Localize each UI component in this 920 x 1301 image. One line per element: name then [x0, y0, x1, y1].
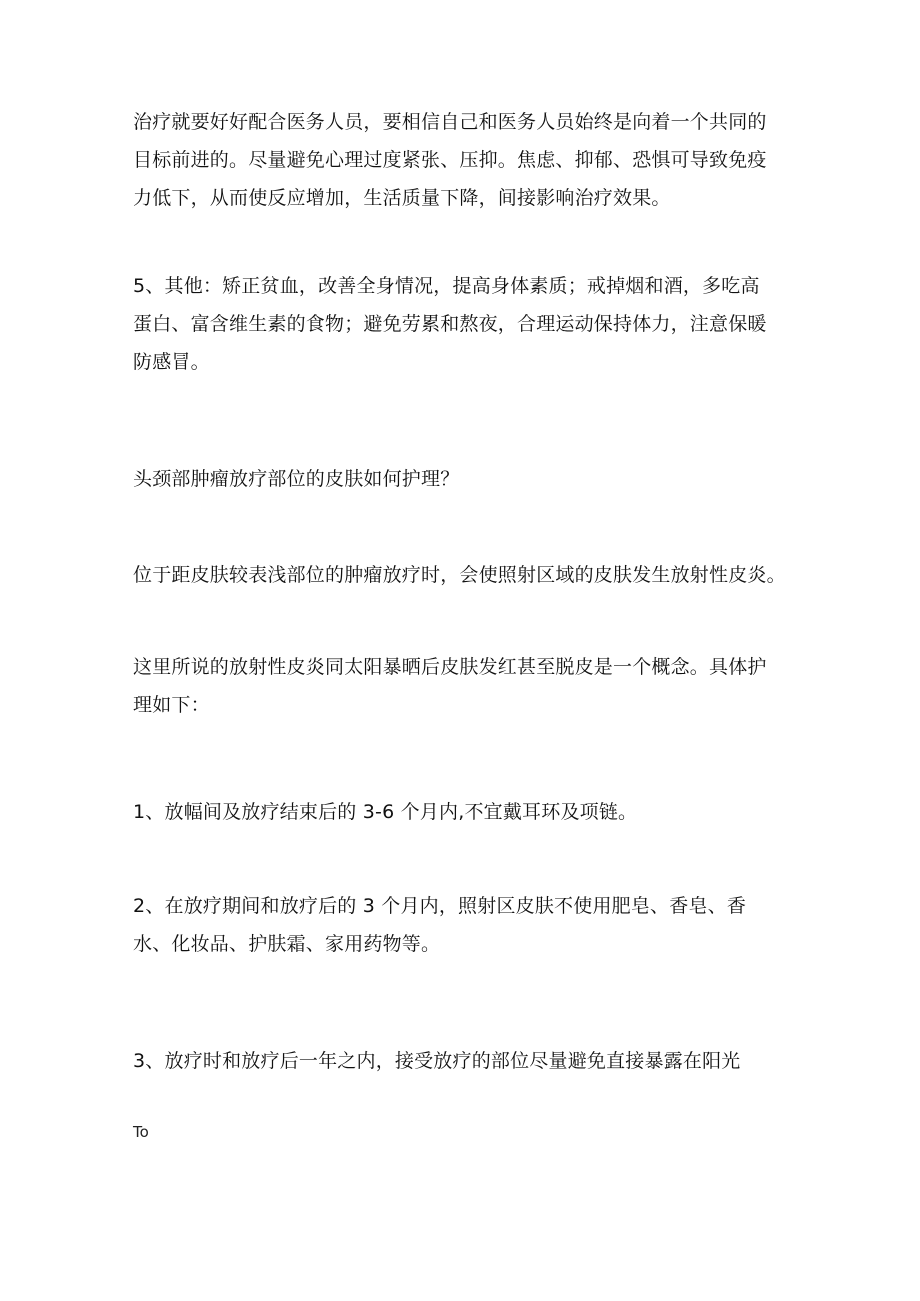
footer-mark: To: [133, 1123, 149, 1141]
text-line: 位于距皮肤较表浅部位的肿瘤放疗时，会使照射区域的皮肤发生放射性皮炎。: [133, 564, 786, 586]
text-line: 水、化妆品、护肤霜、家用药物等。: [133, 933, 441, 955]
list-item-2: [133, 887, 813, 963]
text-line: 治疗就要好好配合医务人员，要相信自己和医务人员始终是向着一个共同的: [133, 111, 767, 133]
text-line: 目标前进的。尽量避免心理过度紧张、压抑。焦虑、抑郁、恐惧可导致免疫: [133, 149, 767, 171]
list-item-1: [133, 793, 813, 831]
text-line: 理如下：: [133, 694, 210, 716]
section-heading-skin-care: [133, 460, 813, 498]
paragraph-treatment-cooperation: [133, 103, 813, 217]
paragraph-other-advice: [133, 267, 813, 381]
text-line: 头颈部肿瘤放疗部位的皮肤如何护理？: [133, 468, 460, 490]
text-line: 2、在放疗期间和放疗后的 3 个月内，照射区皮肤不使用肥皂、香皂、香: [133, 895, 747, 917]
list-item-3: [133, 1042, 813, 1080]
text-line: 3、放疗时和放疗后一年之内，接受放疗的部位尽量避免直接暴露在阳光: [133, 1050, 741, 1072]
text-line: 5、其他：矫正贫血，改善全身情况，提高身体素质；戒掉烟和酒，多吃高: [133, 275, 760, 297]
text-line: 1、放幅间及放疗结束后的 3-6 个月内,不宜戴耳环及项链。: [133, 801, 638, 823]
text-line: 力低下，从而使反应增加，生活质量下降，间接影响治疗效果。: [133, 187, 671, 209]
paragraph-radiation-dermatitis: [133, 556, 813, 594]
text-line: 这里所说的放射性皮炎同太阳暴晒后皮肤发红甚至脱皮是一个概念。具体护: [133, 656, 767, 678]
text-line: 蛋白、富含维生素的食物；避免劳累和熬夜，合理运动保持体力，注意保暖: [133, 313, 767, 335]
text-line: 防感冒。: [133, 351, 210, 373]
paragraph-dermatitis-concept: [133, 648, 813, 724]
